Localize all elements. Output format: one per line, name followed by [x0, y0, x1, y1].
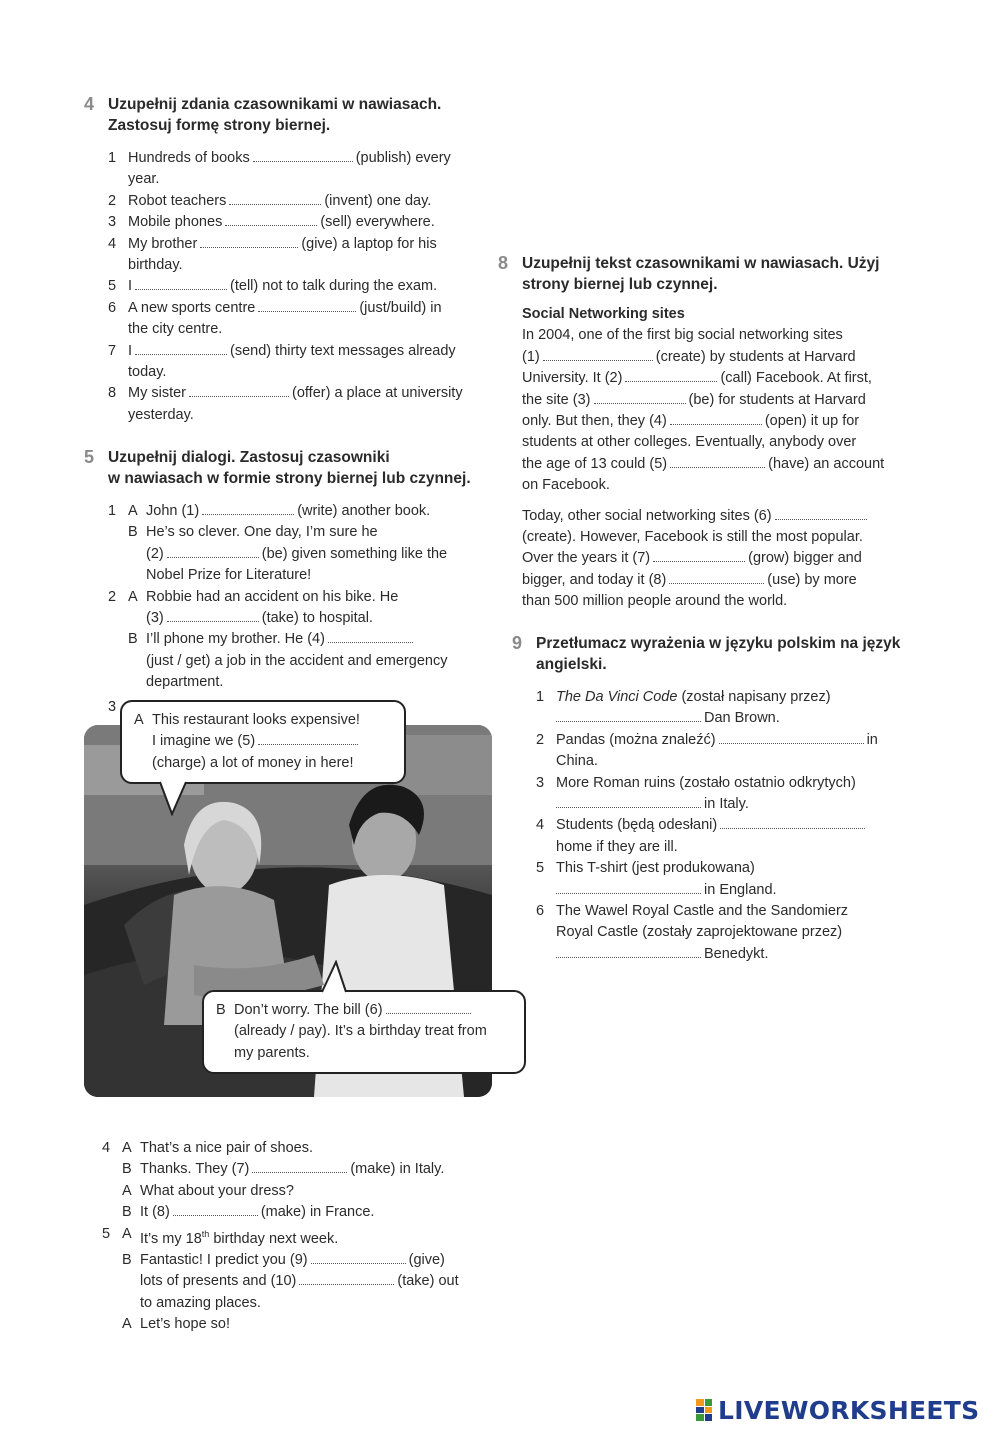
dialogue-4: 4 A That’s a nice pair of shoes. B Thanks. They (7) (make) in Italy. A What about your dress? B It (8) (make) in France. [102, 1140, 445, 1221]
text-line: the site (3) (be) for students at Harvard [522, 391, 866, 408]
list-item: 1 Hundreds of books (publish) every year. [108, 150, 451, 188]
answer-gap[interactable] [720, 816, 865, 829]
answer-gap[interactable] [719, 731, 864, 744]
dialogue-2: 2 A Robbie had an accident on his bike. He (3) (take) to hospital. B I’ll phone my brother. He (4) (just / get) a job in the accident and emergency department. [108, 587, 498, 694]
list-item: 6 A new sports centre (just/build) in the city centre. [108, 299, 442, 338]
dialogue-5: 5 A It’s my 18th birthday next week. B Fantastic! I predict you (9) (give) lots of presents and (10) (take) out to amazing places. A Let’s hope so! [102, 1225, 459, 1333]
text-line: (create). However, Facebook is still the most popular. [522, 529, 863, 546]
list-item: 3 More Roman ruins (zostało ostatnio odkrytych) in Italy. [536, 774, 856, 813]
exercise-9 [512, 633, 926, 965]
text-line: only. But then, they (4) (open) it up for [522, 413, 860, 430]
text-line: University. It (2) (call) Facebook. At first, [522, 370, 872, 387]
answer-gap[interactable] [556, 881, 701, 894]
list-item: 2 Robot teachers (invent) one day. [108, 192, 432, 209]
list-item: 6 The Wawel Royal Castle and the Sandomierz Royal Castle (zostały zaprojektowane przez) Benedykt. [536, 903, 849, 962]
dialogues-4-5 [102, 1138, 502, 1335]
answer-gap[interactable] [670, 412, 762, 425]
translation-list [536, 687, 926, 965]
exercise-4-list [108, 148, 498, 426]
text-line: students at other colleges. Eventually, anybody over [522, 434, 857, 451]
list-item: 4 Students (będą odesłani) home if they are ill. [536, 815, 926, 858]
answer-gap[interactable] [200, 235, 298, 248]
exercise-4 [84, 94, 498, 426]
exercise-number: 9 [512, 633, 523, 653]
answer-gap[interactable] [670, 455, 765, 468]
logo-text: LIVEWORKSHEETS [718, 1395, 980, 1425]
answer-gap[interactable] [625, 369, 717, 382]
answer-gap[interactable] [229, 192, 321, 205]
text-line: In 2004, one of the first big social networking sites [522, 327, 843, 344]
dialogue-line: A Robbie had an accident on his bike. He (3) (take) to hospital. [128, 588, 399, 627]
answer-gap[interactable] [253, 149, 353, 162]
exercise-number: 4 [84, 94, 95, 114]
text-line: than 500 million people around the world. [522, 593, 788, 610]
dialogue-list [108, 501, 498, 694]
dialogue-1: 1 A John (1) (write) another book. B He’s so clever. One day, I’m sure he (2) (be) given something like the Nobel Prize for Literature! [108, 501, 498, 587]
answer-gap[interactable] [167, 545, 259, 558]
list-item: 3 Mobile phones (sell) everywhere. [108, 214, 435, 231]
dialogue-line: B He’s so clever. One day, I’m sure he (2) (be) given something like the Nobel Prize for Literature! [128, 524, 448, 584]
answer-gap[interactable] [386, 1001, 471, 1014]
speech-bubble-a: A This restaurant looks expensive! I imagine we (5) (charge) a lot of money in here! [120, 700, 406, 784]
answer-gap[interactable] [258, 732, 358, 745]
exercise-5 [84, 447, 498, 694]
answer-gap[interactable] [543, 348, 653, 361]
exercise-8 [498, 253, 912, 613]
text-line: on Facebook. [522, 477, 610, 494]
liveworksheets-logo [696, 1394, 996, 1426]
speech-bubble-b: B Don’t worry. The bill (6) (already / pay). It’s a birthday treat from my parents. [202, 990, 526, 1074]
exercise-heading: Przetłumacz wyrażenia w języku polskim na język angielski. [536, 635, 901, 673]
text-line: the age of 13 could (5) (have) an account [522, 455, 885, 472]
answer-gap[interactable] [556, 945, 701, 958]
bubble-a-tail [160, 780, 200, 816]
exercise-number: 8 [498, 253, 509, 273]
logo-icon [696, 1399, 712, 1421]
answer-gap[interactable] [173, 1203, 258, 1216]
list-item: 4 My brother (give) a laptop for his birthday. [108, 235, 437, 274]
list-item: 1 The Da Vinci Code (został napisany przez) Dan Brown. [536, 689, 831, 727]
answer-gap[interactable] [135, 342, 227, 355]
answer-gap[interactable] [167, 609, 259, 622]
answer-gap[interactable] [556, 795, 701, 808]
exercise-heading: Uzupełnij zdania czasownikami w nawiasach. Zastosuj formę strony biernej. [108, 96, 442, 134]
answer-gap[interactable] [653, 549, 745, 562]
answer-gap[interactable] [225, 213, 317, 226]
text-line: (1) (create) by students at Harvard [522, 348, 856, 365]
paragraph-2 [522, 506, 912, 613]
answer-gap[interactable] [135, 277, 227, 290]
text-line: Today, other social networking sites (6) [522, 506, 912, 527]
answer-gap[interactable] [669, 571, 764, 584]
answer-gap[interactable] [299, 1272, 394, 1285]
answer-gap[interactable] [189, 384, 289, 397]
dialogue-3-number: 3 [108, 699, 117, 715]
dialogue-line: B I’ll phone my brother. He (4) (just / get) a job in the accident and emergency department. [128, 631, 448, 691]
answer-gap[interactable] [311, 1251, 406, 1264]
text-subtitle: Social Networking sites [522, 306, 685, 322]
answer-gap[interactable] [556, 709, 701, 722]
answer-gap[interactable] [594, 391, 686, 404]
list-item: 8 My sister (offer) a place at university yesterday. [108, 385, 463, 423]
bubble-b-tail [316, 960, 356, 994]
dialogue-line: A John (1) (write) another book. [128, 503, 431, 519]
paragraph-1 [522, 325, 912, 496]
exercise-number: 5 [84, 447, 95, 467]
answer-gap[interactable] [258, 299, 356, 312]
list-item: 5 I (tell) not to talk during the exam. [108, 278, 438, 295]
exercise-heading: Uzupełnij tekst czasownikami w nawiasach. Użyj strony biernej lub czynnej. [522, 255, 880, 293]
answer-gap[interactable] [775, 507, 867, 520]
answer-gap[interactable] [328, 630, 413, 643]
exercise-heading: Uzupełnij dialogi. Zastosuj czasowniki w nawiasach w formie strony biernej lub czynnej. [108, 449, 471, 487]
text-line: bigger, and today it (8) (use) by more [522, 571, 857, 588]
text-line: Over the years it (7) (grow) bigger and [522, 550, 862, 567]
answer-gap[interactable] [202, 502, 294, 515]
list-item: 5 This T-shirt (jest produkowana) in England. [536, 860, 777, 898]
list-item: 7 I (send) thirty text messages already today. [108, 342, 456, 381]
answer-gap[interactable] [252, 1160, 347, 1173]
list-item: 2 Pandas (można znaleźć) in China. [536, 731, 878, 770]
